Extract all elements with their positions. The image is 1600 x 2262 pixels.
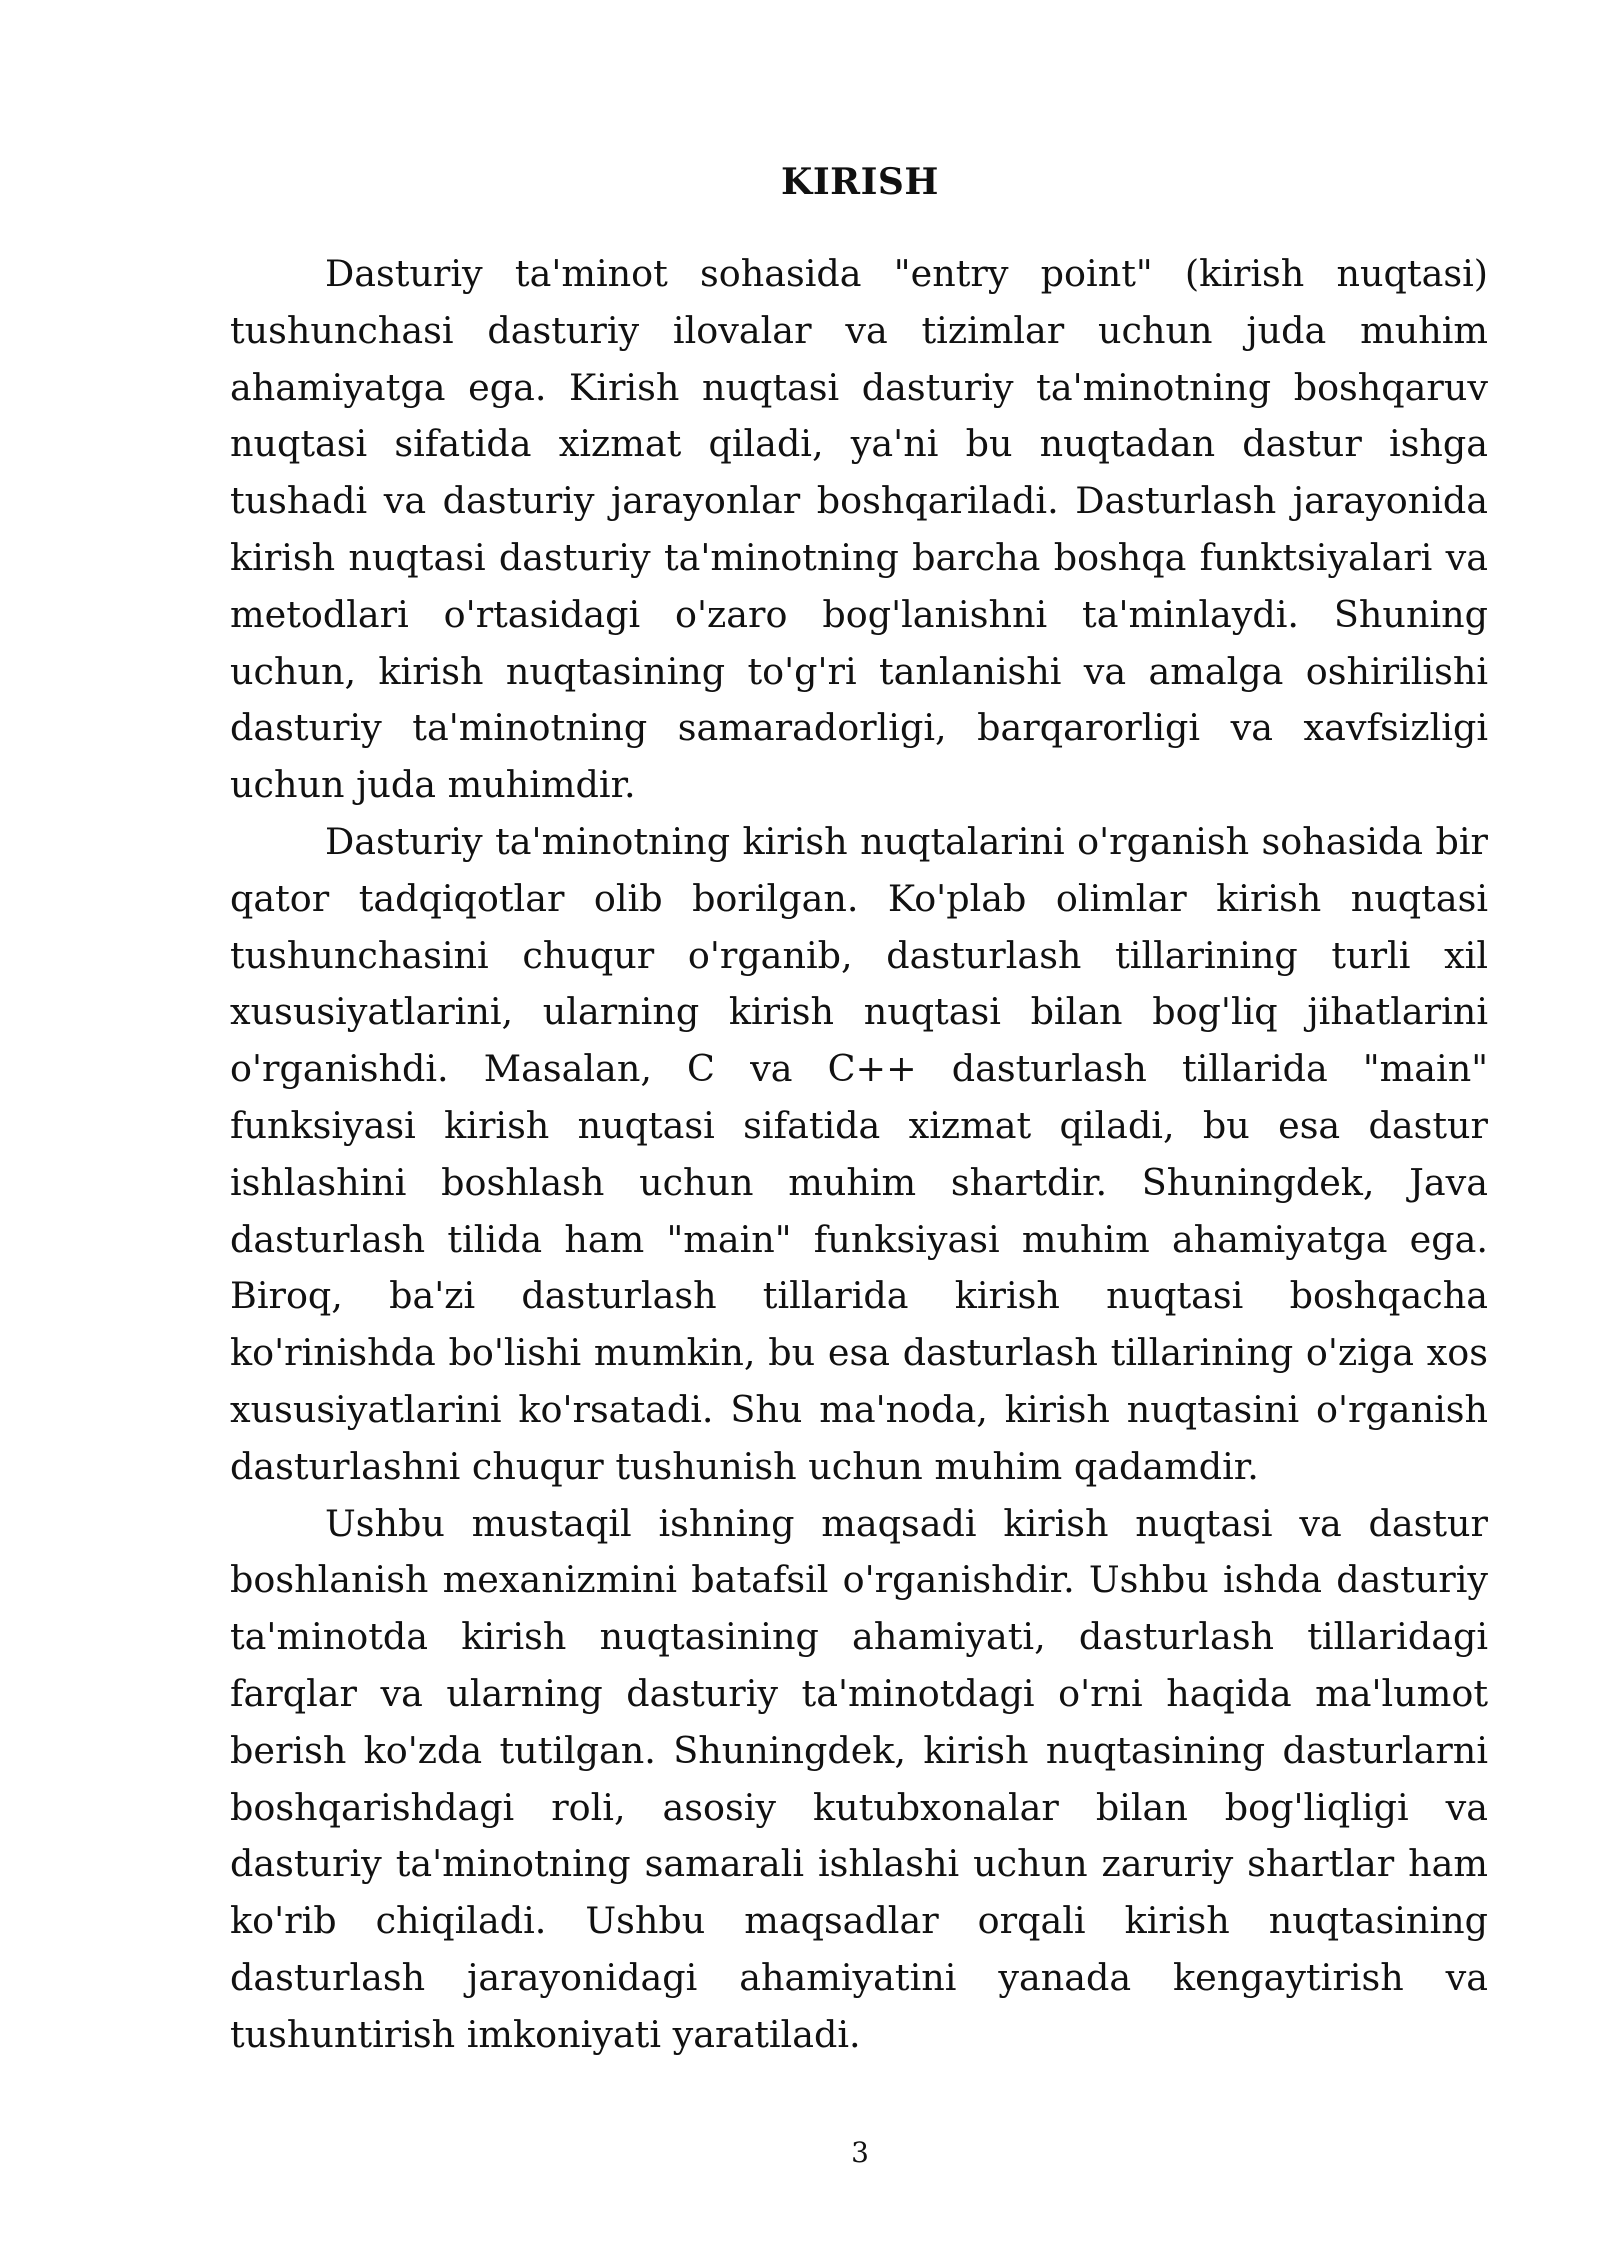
section-title: KIRISH: [781, 161, 939, 203]
page-number: 3: [851, 2136, 869, 2169]
paragraph-1: Dasturiy ta'minot sohasida "entry point" (kirish nuqtasi) tushunchasi dasturiy ilovalar va tizimlar uchun juda muhim ahamiyatga ega. Kirish nuqtasi dasturiy ta'minotning boshqaruv nuqtasi sifatida xizmat qiladi, ya'ni bu nuqtadan dastur ishga tushadi va dasturiy jarayonlar boshqariladi. Dasturlash jarayonida kirish nuqtasi dasturiy ta'minotning barcha boshqa funktsiyalari va metodlari o'rtasidagi o'zaro bog'lanishni ta'minlaydi. Shuning uchun, kirish nuqtasining to'g'ri tanlanishi va amalga oshirilishi dasturiy ta'minotning samaradorligi, barqarorligi va xavfsizligi uchun juda muhimdir.: [230, 252, 1488, 807]
paragraph-2: Dasturiy ta'minotning kirish nuqtalarini o'rganish sohasida bir qator tadqiqotlar olib borilgan. Ko'plab olimlar kirish nuqtasi tushunchasini chuqur o'rganib, dasturlash tillarining turli xil xususiyatlarini, ularning kirish nuqtasi bilan bog'liq jihatlarini o'rganishdi. Masalan, C va C++ dasturlash tillarida "main" funksiyasi kirish nuqtasi sifatida xizmat qiladi, bu esa dastur ishlashini boshlash uchun muhim shartdir. Shuningdek, Java dasturlash tilida ham "main" funksiyasi muhim ahamiyatga ega. Biroq, ba'zi dasturlash tillarida kirish nuqtasi boshqacha ko'rinishda bo'lishi mumkin, bu esa dasturlash tillarining o'ziga xos xususiyatlarini ko'rsatadi. Shu ma'noda, kirish nuqtasini o'rganish dasturlashni chuqur tushunish uchun muhim qadamdir.: [230, 819, 1488, 1488]
paragraph-3: Ushbu mustaqil ishning maqsadi kirish nuqtasi va dastur boshlanish mexanizmini batafsil o'rganishdir. Ushbu ishda dasturiy ta'minotda kirish nuqtasining ahamiyati, dasturlash tillaridagi farqlar va ularning dasturiy ta'minotdagi o'rni haqida ma'lumot berish ko'zda tutilgan. Shuningdek, kirish nuqtasining dasturlarni boshqarishdagi roli, asosiy kutubxonalar bilan bog'liqligi va dasturiy ta'minotning samarali ishlashi uchun zaruriy shartlar ham ko'rib chiqiladi. Ushbu maqsadlar orqali kirish nuqtasining dasturlash jarayonidagi ahamiyatini yanada kengaytirish va tushuntirish imkoniyati yaratiladi.: [230, 1501, 1488, 2056]
body-text: [230, 246, 1488, 2064]
